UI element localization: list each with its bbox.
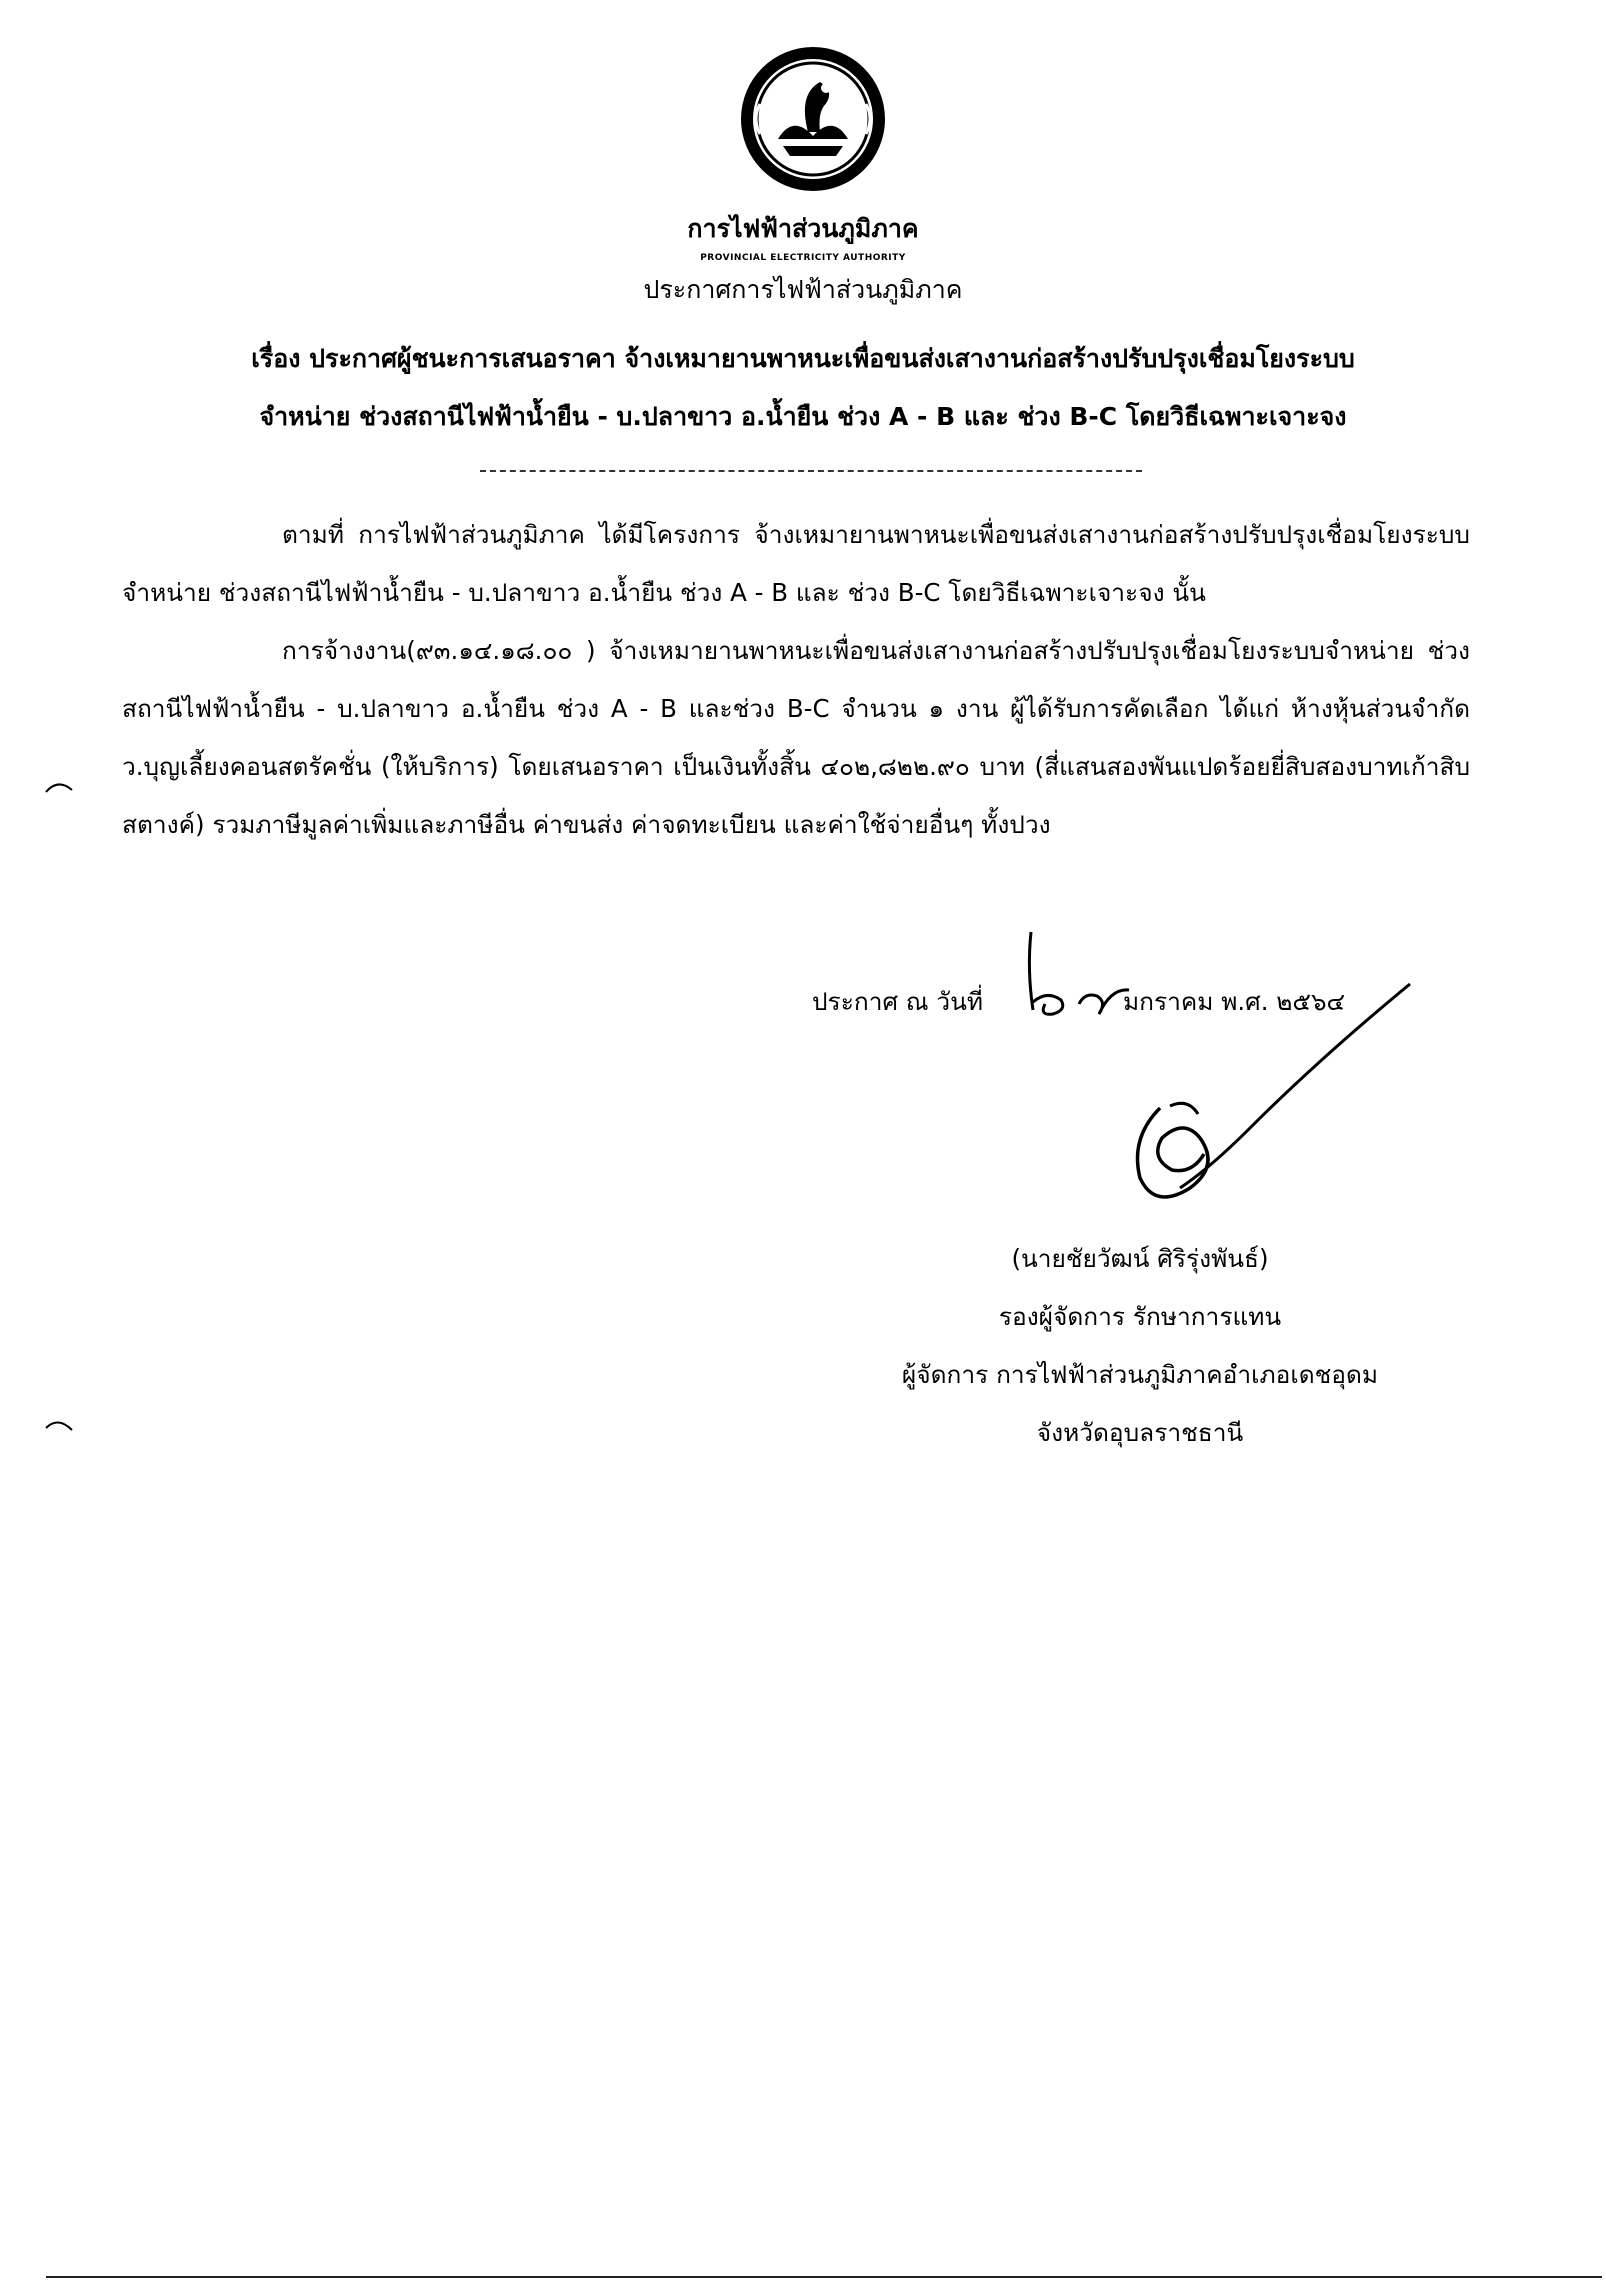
signatory-position-3: จังหวัดอุบลราชธานี: [1036, 1418, 1244, 1447]
dashed-divider: [480, 470, 1142, 472]
pea-seal-logo: [738, 44, 888, 194]
scan-artifact-mark: [44, 780, 74, 794]
scan-artifact-mark: [44, 1418, 74, 1432]
subject-heading: [150, 330, 1456, 446]
date-month-year: มกราคม พ.ศ. ๒๕๖๔: [1122, 987, 1346, 1016]
body-paragraph-1: ตามที่ การไฟฟ้าส่วนภูมิภาค ได้มีโครงการ จ้างเหมายานพาหนะเพื่อขนส่งเสางานก่อสร้างปรับปรุงเชื่อมโยงระบบจำหน่าย ช่วงสถานีไฟฟ้าน้ำยืน - บ.ปลาขาว อ.น้ำยืน ช่วง A - B และ ช่วง B-C โดยวิธีเฉพาะเจาะจง นั้น: [122, 520, 1470, 607]
body-paragraph-2: การจ้างงาน(๙๓.๑๔.๑๘.๐๐ ) จ้างเหมายานพาหนะเพื่อขนส่งเสางานก่อสร้างปรับปรุงเชื่อมโยงระบบจำหน่าย ช่วงสถานีไฟฟ้าน้ำยืน - บ.ปลาขาว อ.น้ำยืน ช่วง A - B และช่วง B-C จำนวน ๑ งาน ผู้ได้รับการคัดเลือก ได้แก่ ห้างหุ้นส่วนจำกัด ว.บุญเลี้ยงคอนสตรัคชั่น (ให้บริการ) โดยเสนอราคา เป็นเงินทั้งสิ้น ๔๐๒,๘๒๒.๙๐ บาท (สี่แสนสองพันแปดร้อยยี่สิบสองบาทเก้าสิบสตางค์) รวมภาษีมูลค่าเพิ่มและภาษีอื่น ค่าขนส่ง ค่าจดทะเบียน และค่าใช้จ่ายอื่นๆ ทั้งปวง: [122, 636, 1470, 839]
org-name-thai: การไฟฟ้าส่วนภูมิภาค: [687, 214, 919, 243]
subject-line-2: จำหน่าย ช่วงสถานีไฟฟ้าน้ำยืน - บ.ปลาขาว อ.น้ำยืน ช่วง A - B และ ช่วง B-C โดยวิธีเฉพาะเจาะจง: [259, 402, 1347, 431]
signatory-block: [840, 1230, 1440, 1462]
org-name-english: PROVINCIAL ELECTRICITY AUTHORITY: [700, 253, 906, 263]
date-prefix: ประกาศ ณ วันที่: [812, 987, 983, 1016]
subject-line-1: เรื่อง ประกาศผู้ชนะการเสนอราคา จ้างเหมายานพาหนะเพื่อขนส่งเสางานก่อสร้างปรับปรุงเชื่อมโยงระบบ: [251, 344, 1355, 373]
announcement-title: ประกาศการไฟฟ้าส่วนภูมิภาค: [643, 275, 963, 304]
signatory-name: (นายชัยวัฒน์ ศิริรุ่งพันธ์): [1011, 1244, 1269, 1273]
page-bottom-edge: [46, 2276, 1602, 2278]
signature: [1100, 978, 1440, 1218]
signatory-position-1: รองผู้จัดการ รักษาการแทน: [998, 1302, 1282, 1331]
signatory-position-2: ผู้จัดการ การไฟฟ้าส่วนภูมิภาคอำเภอเดชอุดม: [901, 1360, 1379, 1389]
